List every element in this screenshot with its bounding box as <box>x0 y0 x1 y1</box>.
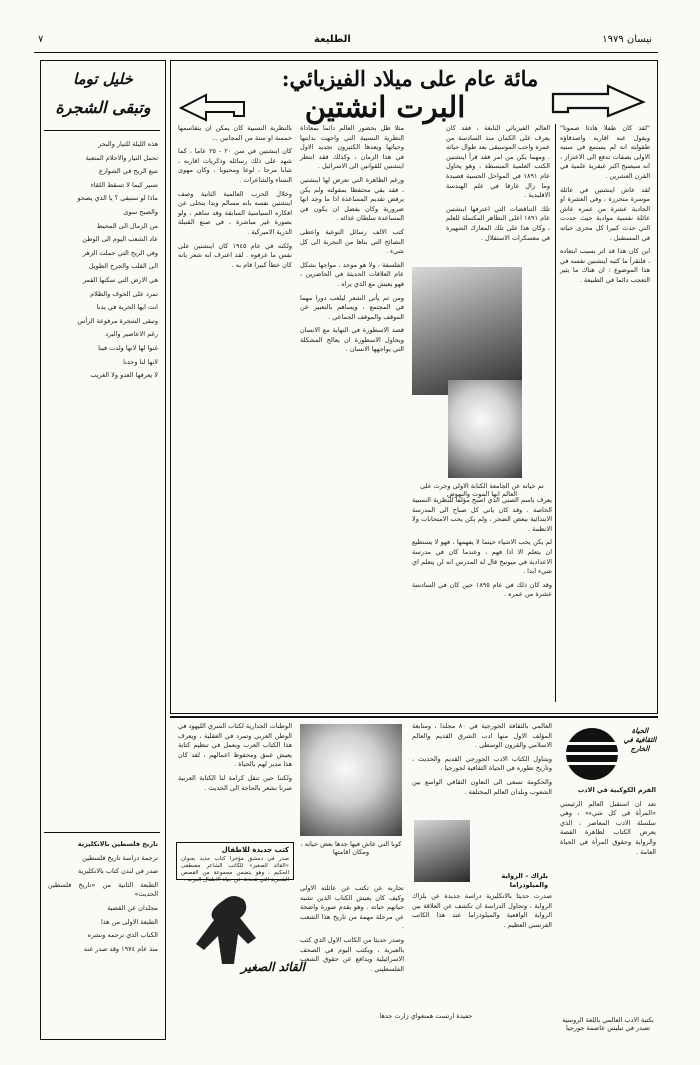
text-paragraph: قصد الاسطورة في النهاية مع الانسان ويحاول الاسطورة ان يعالج المشكلة التي يواجهها الانسان . <box>300 326 404 354</box>
text-paragraph: ولكننا حين تنقل كرامة لنا الكتابة العربية صرنا نشعر بالحاجة الى الحديث . <box>178 773 292 792</box>
writers-column <box>178 722 292 842</box>
poem-line: وفي الريح التي حملت الزهر <box>82 248 158 257</box>
text-paragraph: ولكنه في عام ١٩٤٥ كان اينشتين على نفس ما عرفوه . لقد اعترف انه شعر بانه كان خطأ كبيرا قام به . <box>178 241 292 269</box>
publication-item: الكتاب الذي ترجمه ونشره <box>87 931 158 940</box>
arrow-left-glyph <box>553 86 643 116</box>
text-paragraph: لم يكن يحب الاشياء حينما لا يفهمها ، فهو لا يستطيع ان يتعلم الا اذا فهم ، وعندما كان في مدرسة الاعدادية في ميونيخ قال له المدرس انه لن يتعلم اي شيء ابدا . <box>412 538 552 576</box>
photo-caption: تم حياته عن الجامعة الكتابة الاولى وجرت على العالم انها الموت والنهوض <box>420 482 544 498</box>
bottom-strip: حفيدة ارنست همنغواي زارت جدها <box>379 1012 473 1020</box>
culture-logo-caption: الحياة الثقافية في الخارج <box>623 726 657 753</box>
text-paragraph: تلك التناقضات التي اعترفها اينشتين عام ١٨٩١ اعلى النظاهر المكتملة للعلم ، وكان هذا على تلك المعارك الشهيرة في معسكرات الاستقلال . <box>446 204 550 242</box>
poem-body <box>48 140 158 824</box>
balzac-text: صدرت حديثا بالانكليزية دراسة جديدة عن بلزاك الرواية ، وتحاول الدراسة ان تكشف عن العلاقة بين الرواية الواقعية والميلودراما عند هذا الكاتب الفرنسي العظيم . <box>412 892 552 929</box>
portrait-caption: كوبا التي عاش فيها جدها بعض حياته ، ومكان اقامتها <box>300 840 402 856</box>
logo-stripe <box>566 742 618 745</box>
poem-line: لانها لنا وحدنا <box>123 357 158 366</box>
poem-line: عاد الشعب اليوم الى الوطن <box>82 235 158 244</box>
poem-line: تمرد على الخوف والظلام <box>90 289 158 298</box>
publications-list <box>48 840 158 1032</box>
poem-title: وتبقى الشجرة <box>55 98 151 117</box>
figure-shape <box>196 896 256 964</box>
text-paragraph: مثلا ظل بحضور العالم دائما بمعاداة النظرية النسبية التي واجهت بدايتها وحياتها ويعدها الكثيرون تجديد الاول في هذا الزمان ، وكذلك فقد انتظر اينشتين للقوانين الى الاسرائيل . <box>300 124 404 171</box>
text-paragraph: اين كان هذا قد اثر بسبب ابتعاده ، فلنقرأ ما كتبه اينشتين نفسه في هذا الموضوع : ان هناك ما يثير التعجب دائما في الطبيعة . <box>560 247 650 284</box>
poem-line: من الرمال الى المحيط <box>96 221 158 230</box>
text-paragraph: وقد كان ذلك في عام ١٨٩٥ حين كان في السادسة عشرة من عمره . <box>412 580 552 599</box>
text-paragraph: يعرف باسم الصبي الذي اصبح مؤلفا للنظرية النسبية الخاصة . وقد كان ياتي كل صباح الى المدرسة الابتدائية ببعض الضجر ، ولم يكن يحب الامتحانات ولا الانظمة . <box>412 496 552 533</box>
blurb-text: تعد ان استقبل العالم الرئيسي «المرأة في كل شيء» ، وهي سلسلة الادب المعاصر ، الذي يعرض الكتاب لظاهرة القصة والرواية وحقوق المرأة في الحياة العامة . <box>560 799 656 856</box>
sidebar-rule <box>44 832 160 833</box>
children-book-title: كتب جديدة للاطفال <box>221 846 289 854</box>
child-book-name: القائد الصغير <box>241 960 305 974</box>
poet-name: خليل توما <box>73 70 133 88</box>
magazine-name: الطليعة <box>314 34 351 45</box>
logo-stripe <box>566 752 618 755</box>
publication-item: الطبعة الاولى من هذا <box>100 917 158 926</box>
publication-item: مجلدان عن القضية <box>107 903 158 912</box>
publication-item: صدر في لندن كتاب بالانكليزية <box>77 867 158 876</box>
text-paragraph: ورغم الظاهرة التي تعرض لها اينشتين ، فقد بقي محتفظا بمقولته ولم يكن يرفض تقديم المساعدة اذا ما وجد انها ضرورية وكان يفضل ان يكون في المساعدة سلطان غذائه . <box>300 175 404 223</box>
einstein-column-2 <box>300 124 404 702</box>
poem-line: هي الارض التي سكنها القمر <box>82 275 158 284</box>
balzac-portrait <box>414 820 470 882</box>
publication-item: ترجمة دراسة تاريخ فلسطين <box>82 853 158 862</box>
text-paragraph: وخلال الحرب العالمية الثانية وصف اينشتين نفسه بانه مسالم وبدا يتخلى عن افكاره السياسية السابقة وقد ساهم ، ولو بصورة غير مباشرة ، في صنع القنبلة الذرية الاميركية . <box>178 189 292 236</box>
sidebar-rule <box>44 130 160 131</box>
issue-date: نيسان ١٩٧٩ <box>602 34 652 45</box>
page-header <box>34 32 658 53</box>
text-paragraph: ويتناول الكتاب الادب الجورجي القديم والحديث ، وتاريخ تطوره في الحياة الثقافية لجورجيا . <box>412 754 552 773</box>
poem-line: انت ايها الحرية في يدنا <box>96 303 158 312</box>
page-number: ٧ <box>38 34 44 45</box>
horizontal-rule <box>170 716 658 718</box>
children-book-box <box>176 842 294 883</box>
blurb-title: القرم الكوكبية في الادب <box>577 786 656 794</box>
publication-item: منذ عام ١٩٧٤ وقد صدر عنه <box>83 944 158 953</box>
text-paragraph: الوطنات الجدارية لكتاب السري الليهود في الوطن العربي وتمرد في العقلية ، ويعرف هذا الكتاب العرب ويعمل في تنظيم كتابة يعيش عمق ومحفوظ اعمالهم ، لقد كان هذا مدير لهم بالحياة . <box>178 722 292 769</box>
arrow-icon-right <box>178 92 248 122</box>
text-paragraph: كان اينشتين في سن ٢٠ - ٢٥ عاما ، كما شهد على ذلك رسائله وذكريات اقاربه ، شابا مرحا ، لوعا ومحبوبا ، وكان مهوى النساء والشاعرات . <box>178 147 293 184</box>
poem-line: والصبح سوى <box>123 207 158 216</box>
poem-line: تتبع الريح في الشوارع <box>98 167 158 176</box>
text-paragraph: ومن ثم يأتي الشعر ليلعب دورا مهما في المجتمع ، ويساهم بالتعبير عن الموقف والموقف الجماعي . <box>300 293 404 321</box>
text-paragraph: الفلسفة ، ولا هو موحد ، مواجها بشكل عام العلاقات الحديثة في الحاضرين ، فهو يعيش مع الذي يراه . <box>300 260 404 288</box>
arrow-icon <box>548 80 648 120</box>
poem-line: غنوا لها لانها ولدت فينا <box>98 343 158 352</box>
column-divider <box>555 124 556 702</box>
text-paragraph: تجاربه عن تكتب عن عائلته الاولى وكيف كان يعيش الكتاب الذين تشبه حياتهم حياته . وهو يقدم صورة واضحة عن مرحلة مهمة من تاريخ هذا الشعب . <box>300 884 404 931</box>
article-kicker: مائة عام على ميلاد الفيزيائي: <box>281 66 539 91</box>
poem-line: تحمل التيار والاحلام المتعبة <box>85 153 158 162</box>
einstein-column-3 <box>446 124 550 264</box>
text-paragraph: "لقد كان طفلا هادئا صموتا" ويقول عنه اقاربه واصدقاؤه طفولته انه لم يستمع في سنيه الاولى بصفات تدفع الى الاعتزاز ، انه سيصبح اكبر عبقرية علمية في القرن العشرين . <box>560 124 650 180</box>
poem-line: وتبقى الشجرة مرفوعة الرأس <box>77 316 158 325</box>
text-paragraph: والحكومة تسعى الى التعاون الثقافي الواسع بين الشعوب وبلدان العالم المختلفة . <box>412 777 552 796</box>
text-paragraph: العالمي بالثقافة الجورجية في ٨٠ مجلدا ، ومتابعة المؤلف الاول منها ادب الشرق القديم والعالم الاسلامي والقرون الوسطى . <box>412 722 552 750</box>
poem-line: الى القلب والجرح الطويل <box>88 262 158 271</box>
einstein-column-4 <box>560 124 650 702</box>
logo-stripe <box>566 762 618 765</box>
balzac-title: بلزاك – الرواية والميلودراما <box>501 872 548 889</box>
einstein-portrait-old <box>412 267 522 395</box>
article-title: البرت انشتين <box>304 90 466 124</box>
publication-item: تاريخ فلسطين بالانكليزية <box>77 840 158 848</box>
publication-item: الطبعة الثانية من «تاريخ فلسطين الحديث» <box>48 880 158 899</box>
woman-portrait <box>300 724 402 836</box>
einstein-column-1 <box>178 124 292 702</box>
culture-blurb <box>560 786 656 1012</box>
text-paragraph: كتب الالف رسائل النوعية واعطى النصائح التي بناها من التجربة الى كل شيء . <box>300 227 404 256</box>
text-paragraph: وصدر حديثا من الكاتب الاول الذي كتب بالعبرية ، ويكتب اليوم في الصحف الاسرائيلية ويدافع عن حقوق الشعب الفلسطيني . <box>300 935 404 973</box>
poem-line: ماذا لو ستبقى ؟ يا الذي يصحو <box>77 194 158 203</box>
text-paragraph: لقد عاش اينشتين في عائلة موسرة متحررة ، وفي العشرة او الحادية عشرة من عمره عاش عائلة نفسية موادية حيث حددت التي حدث كبيرا كل مجرى حياته في المستقبل . <box>560 185 650 242</box>
text-paragraph: بالنظرية النسبية كان يمكن ان يتقاسمها خمسة او ستة من المجانين ... <box>178 124 292 142</box>
poem-line: رغم الاعاصير والبرد <box>105 330 158 339</box>
text-paragraph: العالم الفيزيائي النابغة ، فقد كان يعرف على الكمان منذ السادسة من عمره واحب الموسيقى بعد طوال حياته . ومهما يكن من امر فقد قرأ اينشتين الكتب العلمية المبسطة ، وهو يحاول عام ١٨٩١ في المواحل الحسية قصيدة وما زال غارقا في علم الهندسة الاقليدية . <box>446 124 550 200</box>
einstein-portrait-young <box>448 380 522 478</box>
poem-line: لا يعرفها العدو ولا الغريب <box>90 371 158 380</box>
einstein-column-3b <box>412 496 552 702</box>
children-book-text: صدر في دمشق مؤخرا كتاب جديد بعنوان «القائد الصغير» للكاتب الشاعر مصطفى الحكيم ، وهو يتضمن مجموعة من القصص الشعرية التي تتحدث عن حياة الاطفال العرب . <box>181 856 289 883</box>
bottom-note: بكتبة الادب العالمي باللغة الروسية تصدر في تبليس عاصمة جورجيا <box>562 1016 654 1032</box>
poem-line: هذه الليلة للتيار والبحر <box>98 140 158 148</box>
poem-line: تسير كيما لا تسقط اللقاء <box>90 180 158 189</box>
culture-logo <box>566 728 618 780</box>
arrow-right-glyph <box>181 95 244 120</box>
